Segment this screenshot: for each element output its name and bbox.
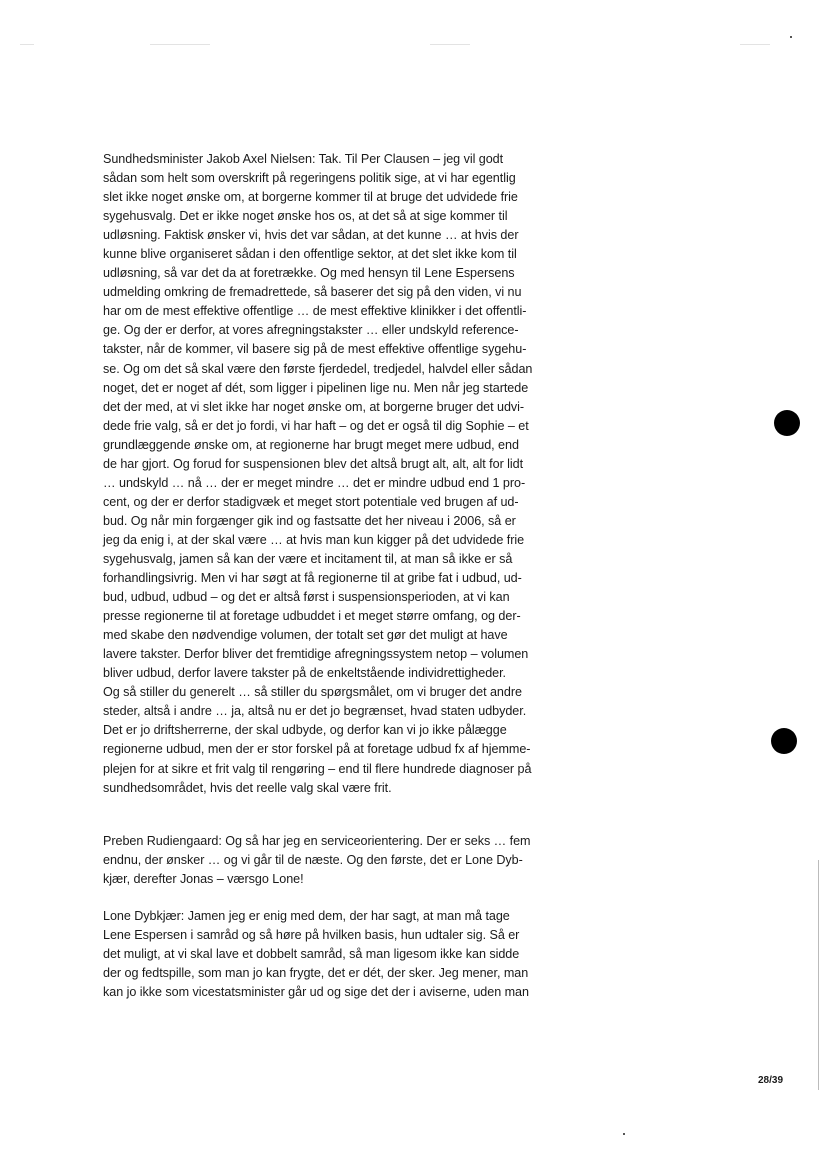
paragraph-health-minister: Sundhedsminister Jakob Axel Nielsen: Tak. Til Per Clausen – jeg vil godt sådan som helt som overskrift på regeringens politik sige, at vi har egentlig slet ikke noget ønske om, at borgerne kommer til at bruge det udvidede frie sygehusvalg. Det er ikke noget ønske hos os, at det så at sige kommer til udløsning. Faktisk ønsker vi, hvis det var sådan, at det kunne … at hvis der kunne blive organiseret sådan i den offentlige sektor, at det slet ikke kom til udløsning, så var det da at foretrække. Og med hensyn til Lene Espersens udmelding omkring de fremadrettede, så baserer det sig på den viden, vi nu har om de mest effektive offentlige … de mest effektive klinikker i det offentli- ge. Og der er derfor, at vores afregningstakster … eller undskyld reference- takster, når de kommer, vil basere sig på de mest effektive offentlige sygehu- se. Og om det så skal være den første fjerdedel, tredjedel, halvdel eller sådan noget, det er noget af dét, som ligger i pipelinen lige nu. Men når jeg startede det der med, at vi slet ikke har noget ønske om, at borgerne bruger det udvi- dede frie valg, så er det jo fordi, vi har haft – og det er også til dig Sophie – et grundlæggende ønske om, at regionerne har brugt meget mere udbud, end de har gjort. Og forud for suspensionen blev det altså brugt alt, alt, alt for lidt … undskyld … nå … der er meget mindre … det er mindre udbud end 1 pro- cent, og der er derfor stadigvæk et meget stort potentiale ved brugen af ud- bud. Og når min forgænger gik ind og fastsatte det her niveau i 2006, så er jeg da enig i, at der skal være … at hvis man kun kigger på det udvidede frie sygehusvalg, jamen så kan der være et incitament til, at man så ikke er så forhandlingsivrig. Men vi har søgt at få regionerne til at gribe fat i udbud, ud- bud, udbud, udbud – og det er altså først i suspensionsperioden, at vi kan presse regionerne til at foretage udbuddet i et meget større omfang, og der- med skabe den nødvendige volumen, der totalt set gør det muligt at have lavere takster. Derfor bliver det fremtidige afregningssystem netop – volumen bliver udbud, derfor lavere takster på de enkeltstående individrettigheder. Og så stiller du generelt … så stiller du spørgsmålet, om vi bruger det andre steder, altså i andre … ja, altså nu er det jo begrænset, hvad staten udbyder. Det er jo driftsherrerne, der skal udbyde, og derfor kan vi jo ikke pålægge regionerne udbud, men der er stor forskel på at foretage udbud fx af hjemme- plejen for at sikre et frit valg til rengøring – end til flere hundrede diagnoser på sundhedsområdet, hvis det reelle valg skal være frit.	[103, 152, 533, 795]
page-number: 28/39	[758, 1075, 784, 1086]
scan-artifact	[20, 44, 34, 45]
punch-hole	[771, 728, 797, 754]
scan-speck	[790, 36, 792, 38]
scan-artifact	[740, 44, 770, 45]
paragraph-lone-dybkjaer: Lone Dybkjær: Jamen jeg er enig med dem, der har sagt, at man må tage Lene Espersen i samråd og så høre på hvilken basis, hun udtaler sig. Så er det muligt, at vi skal lave et dobbelt samråd, så man ligesom ikke kan sidde der og fedtspille, som man jo kan frygte, det er dét, der sker. Jeg mener, man kan jo ikke som vicestatsminister går ud og sige det der i aviserne, uden man	[103, 909, 529, 1000]
scan-edge	[818, 860, 819, 1090]
paragraph-preben-rudiengaard: Preben Rudiengaard: Og så har jeg en serviceorientering. Der er seks … fem endnu, der ønsker … og vi går til de næste. Og den første, det er Lone Dyb- kjær, derefter Jonas – værsgo Lone!	[103, 834, 531, 887]
scan-artifact	[430, 44, 470, 45]
punch-hole	[774, 410, 800, 436]
scan-artifact	[150, 44, 210, 45]
scan-speck	[623, 1133, 625, 1135]
